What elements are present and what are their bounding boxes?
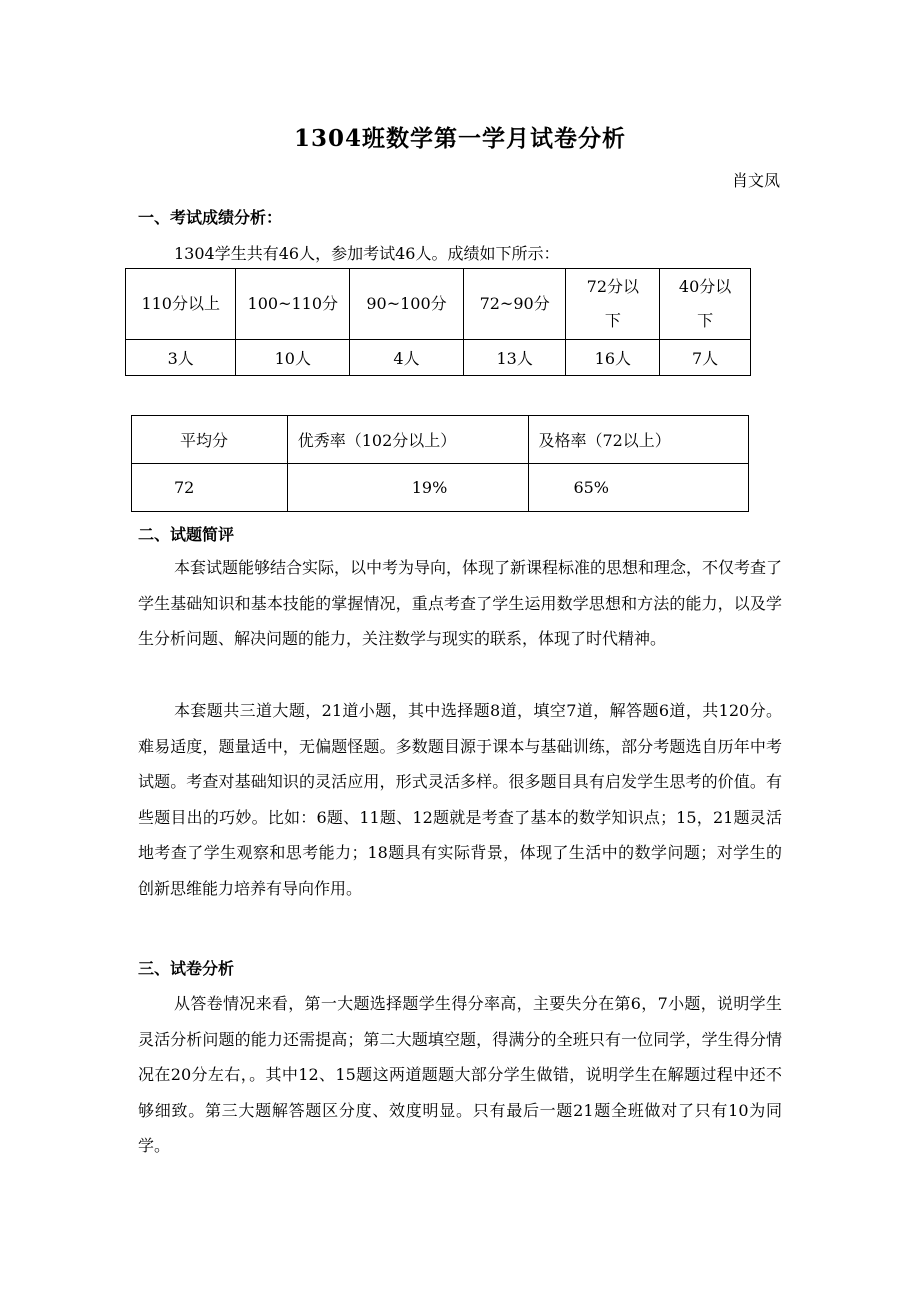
score-intro-text: 1304学生共有46人，参加考试46人。成绩如下所示： [174, 244, 560, 263]
score-value-cell: 4人 [350, 340, 464, 376]
summary-value-cell: 72 [132, 464, 288, 512]
score-header-text: 72分以下 [586, 277, 640, 330]
summary-value-cell: 19% [287, 464, 529, 512]
score-header-text: 40分以下 [678, 277, 732, 330]
author-name: 肖文凤 [731, 171, 780, 190]
section-heading-paper-analysis: 三、试卷分析 [138, 959, 235, 978]
score-header-cell [660, 269, 751, 340]
score-summary-table [131, 415, 749, 512]
summary-table-value-row [132, 464, 749, 512]
paragraph: 从答卷情况来看，第一大题选择题学生得分率高，主要失分在第6，7小题，说明学生灵活分析问题的能力还需提高；第二大题填空题，得满分的全班只有一位同学，学生得分情况在20分左右，。其中12、15题这两道题题大部分学生做错，说明学生在解题过程中还不够细致。第三大题解答题区分度、效度明显。只有最后一题21题全班做对了只有10为同学。 [138, 994, 782, 1155]
score-header-cell: 100~110分 [236, 269, 350, 340]
summary-table-header-row [132, 416, 749, 464]
score-header-cell: 90~100分 [350, 269, 464, 340]
score-value-cell: 7人 [660, 340, 751, 376]
paragraph: 本套题共三道大题，21道小题，其中选择题8道，填空7道，解答题6道，共120分。难易适度，题量适中，无偏题怪题。多数题目源于课本与基础训练，部分考题选自历年中考试题。考查对基础知识的灵活应用，形式灵活多样。很多题目具有启发学生思考的价值。有些题目出的巧妙。比如：6题、11题、12题就是考查了基本的数学知识点；15，21题灵活地考查了学生观察和思考能力；18题具有实际背景，体现了生活中的数学问题；对学生的创新思维能力培养有导向作用。 [138, 701, 782, 898]
score-value-cell: 10人 [236, 340, 350, 376]
score-distribution-table [125, 268, 751, 376]
summary-header-cell: 平均分 [132, 416, 288, 464]
summary-header-cell: 及格率（72以上） [529, 416, 749, 464]
paragraph: 本套试题能够结合实际，以中考为导向，体现了新课程标准的思想和理念，不仅考查了学生基础知识和基本技能的掌握情况，重点考查了学生运用数学思想和方法的能力，以及学生分析问题、解决问题的能力，关注数学与现实的联系，体现了时代精神。 [138, 558, 783, 648]
score-table-header-row [126, 269, 751, 340]
score-table-value-row [126, 340, 751, 376]
section-heading-question-review: 二、试题简评 [138, 525, 235, 544]
score-value-cell: 16人 [566, 340, 660, 376]
score-value-cell: 13人 [463, 340, 566, 376]
summary-header-cell: 优秀率（102分以上） [287, 416, 529, 464]
score-value-cell: 3人 [126, 340, 236, 376]
page-title: 1304班数学第一学月试卷分析 [293, 125, 626, 152]
score-header-cell [566, 269, 660, 340]
section-heading-score-analysis: 一、考试成绩分析： [138, 208, 283, 227]
summary-value-cell: 65% [529, 464, 749, 512]
score-header-cell: 110分以上 [126, 269, 236, 340]
score-header-cell: 72~90分 [463, 269, 566, 340]
